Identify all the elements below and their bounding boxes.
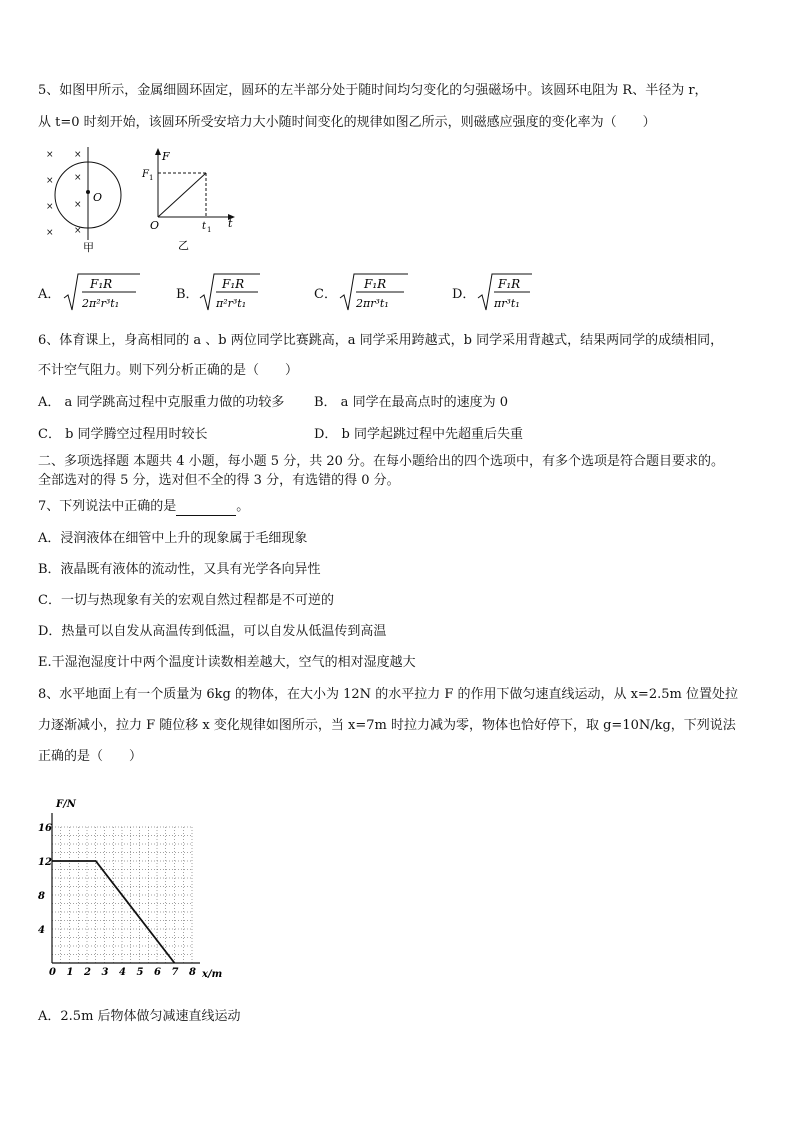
q5-option-d-formula — [476, 270, 556, 316]
y-axis-label: F/N — [56, 799, 76, 810]
q5-line2: 从 t=0 时刻开始，该圆环所受安培力大小随时间变化的规律如图乙所示，则磁感应强度的变化率为（ ） — [38, 115, 656, 130]
q5-option-b-formula — [198, 270, 278, 316]
x-tick-label: 5 — [136, 967, 144, 978]
svg-text:O: O — [150, 219, 160, 232]
x-tick-label: 4 — [119, 967, 126, 978]
x-tick-label: 1 — [66, 967, 74, 978]
q7-stem-end: 。 — [236, 499, 250, 514]
q5-option-c-letter: C． — [314, 287, 337, 302]
q5-figure-a — [38, 145, 138, 255]
y-tick-label: 16 — [38, 823, 52, 834]
svg-text:×: × — [46, 150, 54, 160]
q6-option-a: A． a 同学跳高过程中克服重力做的功较多 — [38, 395, 285, 410]
svg-text:πr³t₁: πr³t₁ — [494, 297, 520, 310]
q8-line3: 正确的是（ ） — [38, 749, 143, 764]
svg-text:1: 1 — [207, 226, 212, 234]
q5-option-a-letter: A． — [38, 287, 61, 302]
x-tick-label: 2 — [84, 967, 91, 978]
q7-option-c: C．一切与热现象有关的宏观自然过程都是不可逆的 — [38, 593, 334, 608]
svg-text:×: × — [46, 176, 54, 186]
q8-line2: 力逐渐减小，拉力 F 随位移 x 变化规律如图所示，当 x=7m 时拉力减为零，物体也恰好停下，取 g=10N/kg，下列说法 — [38, 718, 736, 733]
q5-option-a-formula — [62, 270, 142, 316]
center-label: O — [93, 191, 103, 204]
svg-text:F₁R: F₁R — [364, 277, 387, 291]
q7-answer-blank — [176, 501, 236, 516]
svg-text:×: × — [74, 173, 82, 183]
x-tick-label: 7 — [171, 967, 179, 978]
y-tick-label: 12 — [38, 857, 52, 868]
svg-text:乙: 乙 — [178, 239, 189, 252]
x-tick-label: 0 — [49, 967, 56, 978]
x-tick-label: 6 — [154, 967, 161, 978]
x-tick-label: 8 — [189, 967, 196, 978]
svg-text:×: × — [74, 226, 82, 236]
svg-text:t: t — [228, 217, 233, 230]
svg-text:1: 1 — [149, 174, 154, 182]
svg-text:π²r³t₁: π²r³t₁ — [216, 297, 247, 310]
q6-option-c: C． b 同学腾空过程用时较长 — [38, 427, 208, 442]
svg-text:×: × — [74, 200, 82, 210]
q5-option-b-letter: B． — [176, 287, 199, 302]
y-tick-label: 8 — [38, 891, 45, 902]
x-tick-label: 3 — [101, 967, 109, 978]
svg-text:F: F — [162, 150, 170, 163]
q7-stem — [38, 498, 249, 516]
force-line — [158, 173, 206, 217]
q7-option-a: A．浸润液体在细管中上升的现象属于毛细现象 — [38, 531, 308, 546]
q7-option-d: D．热量可以自发从高温传到低温，可以自发从低温传到高温 — [38, 624, 387, 639]
svg-text:F₁R: F₁R — [222, 277, 245, 291]
svg-text:×: × — [74, 150, 82, 160]
svg-text:F₁R: F₁R — [90, 277, 113, 291]
q8-option-a: A．2.5m 后物体做匀减速直线运动 — [38, 1009, 241, 1024]
q8-line1: 8、水平地面上有一个质量为 6kg 的物体，在大小为 12N 的水平拉力 F 的作用下做匀速直线运动，从 x=2.5m 位置处拉 — [38, 687, 738, 702]
svg-text:F: F — [142, 169, 149, 180]
svg-text:×: × — [46, 202, 54, 212]
q6-line2: 不计空气阻力。则下列分析正确的是（ ） — [38, 363, 299, 378]
q5-figure-b — [140, 145, 240, 255]
q7-option-b: B．液晶既有液体的流动性，又具有光学各向异性 — [38, 562, 321, 577]
q7-stem-text: 7、下列说法中正确的是 — [38, 499, 177, 514]
section2-line2: 全部选对的得 5 分，选对但不全的得 3 分，有选错的得 0 分。 — [38, 473, 400, 488]
section2-line1: 二、多项选择题 本题共 4 小题，每小题 5 分，共 20 分。在每小题给出的四个选项中，有多个选项是符合题目要求的。 — [38, 454, 725, 469]
svg-text:F₁R: F₁R — [498, 277, 521, 291]
svg-text:2πr³t₁: 2πr³t₁ — [356, 297, 389, 310]
q6-line1: 6、体育课上，身高相同的 a 、b 两位同学比赛跳高，a 同学采用跨越式，b 同学采用背越式，结果两同学的成绩相同， — [38, 333, 724, 348]
svg-text:2π²r³t₁: 2π²r³t₁ — [82, 297, 120, 310]
q5-option-c-formula — [338, 270, 418, 316]
svg-text:t: t — [202, 221, 207, 232]
x-axis-label: x/m — [202, 969, 223, 980]
q5-option-d-letter: D． — [452, 287, 476, 302]
fig-a-label: 甲 — [83, 241, 94, 254]
q8-force-displacement-chart — [30, 795, 223, 990]
svg-text:×: × — [46, 228, 54, 238]
center-dot — [86, 190, 90, 194]
q6-option-d: D． b 同学起跳过程中先超重后失重 — [314, 427, 524, 442]
q7-option-e: E.干湿泡湿度计中两个温度计读数相差越大，空气的相对湿度越大 — [38, 655, 416, 670]
y-tick-label: 4 — [38, 925, 45, 936]
q5-line1: 5、如图甲所示，金属细圆环固定，圆环的左半部分处于随时间均匀变化的匀强磁场中。该圆环电阻为 R、半径为 r， — [38, 83, 708, 98]
q6-option-b: B． a 同学在最高点时的速度为 0 — [314, 395, 508, 410]
magnetic-field-crosses — [46, 150, 82, 238]
